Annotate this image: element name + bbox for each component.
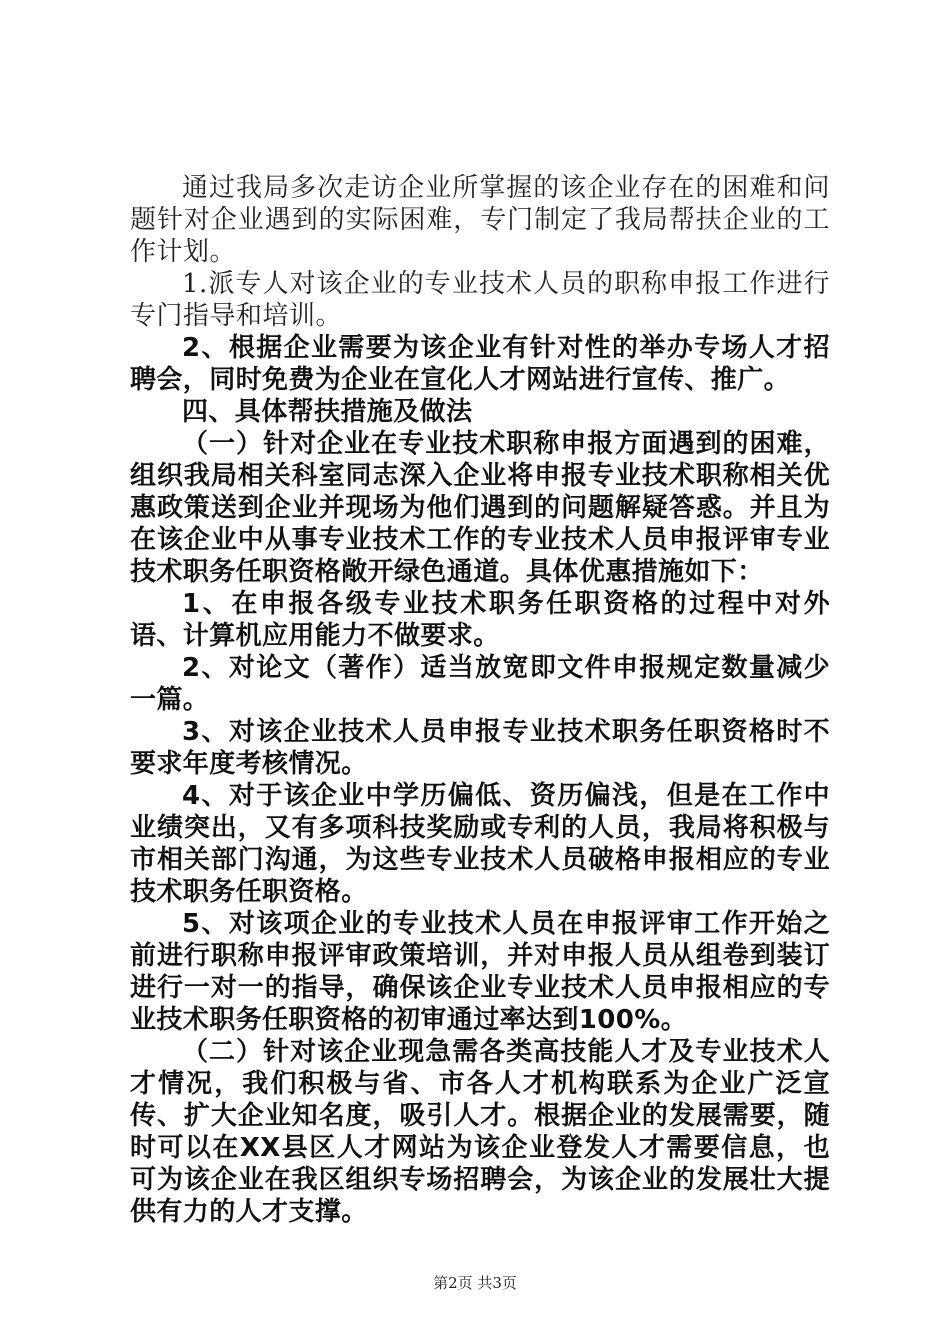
paragraph-measure-1: （一）针对企业在专业技术职称申报方面遇到的困难，组织我局相关科室同志深入企业将申报专业技术职称相关优惠政策送到企业并现场为他们遇到的问题解疑答惑。并且为在该企业中从事专业技术工作的专业技术人员申报评审专业技术职务任职资格敞开绿色通道。具体优惠措施如下： (130, 429, 830, 587)
paragraph-intro: 通过我局多次走访企业所掌握的该企业存在的困难和问题针对企业遇到的实际困难，专门制定了我局帮扶企业的工作计划。 (130, 173, 830, 267)
paragraph-measure-1-item-1: 1、在申报各级专业技术职务任职资格的过程中对外语、计算机应用能力不做要求。 (130, 589, 830, 651)
paragraph-measure-1-item-4: 4、对于该企业中学历偏低、资历偏浅，但是在工作中业绩突出，又有多项科技奖励或专利的人员，我局将积极与市相关部门沟通，为这些专业技术人员破格申报相应的专业技术职务任职资格。 (130, 781, 830, 907)
page-footer: 第2页 共3页 (433, 1274, 517, 1292)
paragraph-measure-1-item-3: 3、对该企业技术人员申报专业技术职务任职资格时不要求年度考核情况。 (130, 717, 830, 779)
paragraph-item-2: 2、根据企业需要为该企业有针对性的举办专场人才招聘会，同时免费为企业在宣化人才网站进行宣传、推广。 (130, 333, 830, 395)
paragraph-item-1: 1.派专人对该企业的专业技术人员的职称申报工作进行专门指导和培训。 (130, 269, 830, 331)
paragraph-measure-1-item-2: 2、对论文（著作）适当放宽即文件申报规定数量减少一篇。 (130, 653, 830, 715)
paragraph-measure-1-item-5: 5、对该项企业的专业技术人员在申报评审工作开始之前进行职称申报评审政策培训，并对申报人员从组卷到装订进行一对一的指导，确保该企业专业技术人员申报相应的专业技术职务任职资格的初审通过率达到100%。 (130, 909, 830, 1035)
document-body (130, 172, 830, 1228)
section-heading-4: 四、具体帮扶措施及做法 (182, 397, 473, 427)
paragraph-measure-2: （二）针对该企业现急需各类高技能人才及专业技术人才情况，我们积极与省、市各人才机构联系为企业广泛宣传、扩大企业知名度，吸引人才。根据企业的发展需要，随时可以在XX县区人才网站为该企业登发人才需要信息，也可为该企业在我区组织专场招聘会，为该企业的发展壮大提供有力的人才支撑。 (130, 1037, 830, 1227)
